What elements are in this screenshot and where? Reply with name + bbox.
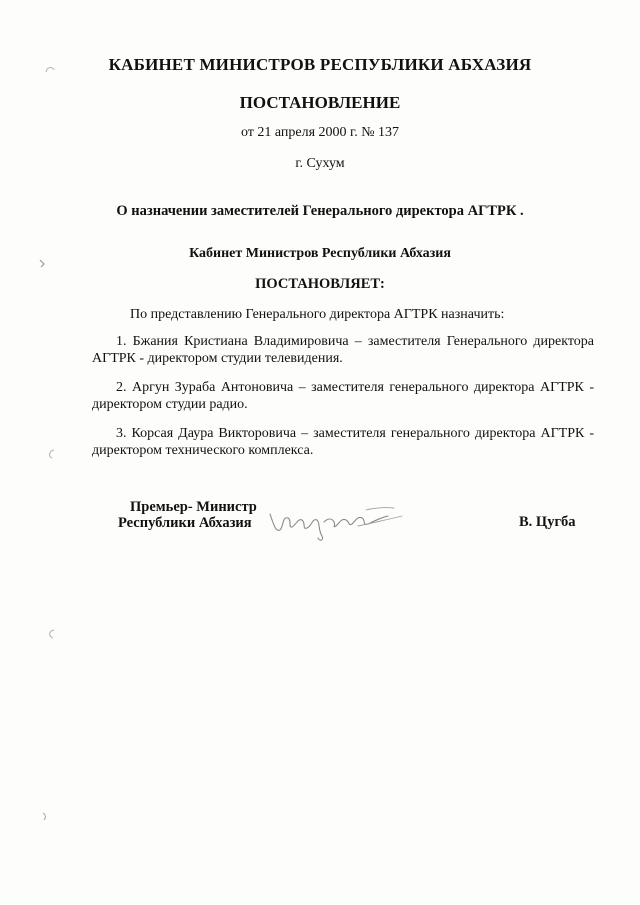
signatory-title-line-1: Премьер- Министр bbox=[130, 499, 257, 515]
appointment-item-3 bbox=[92, 425, 594, 459]
appointment-item-1 bbox=[92, 333, 594, 367]
city-line: г. Сухум bbox=[295, 156, 345, 171]
subject-heading: О назначении заместителей Генерального директора АГТРК . bbox=[116, 203, 524, 219]
handwritten-signature bbox=[262, 496, 412, 544]
date-number-line: от 21 апреля 2000 г. № 137 bbox=[240, 125, 400, 140]
intro-paragraph: По представлению Генерального директора АГТРК назначить: bbox=[130, 307, 505, 322]
margin-hole-mark bbox=[46, 628, 58, 640]
margin-hole-mark bbox=[44, 64, 56, 76]
organization-heading: КАБИНЕТ МИНИСТРОВ РЕСПУБЛИКИ АБХАЗИЯ bbox=[108, 55, 532, 74]
item-3-line-2: директором технического комплекса. bbox=[92, 443, 314, 458]
margin-hole-mark bbox=[40, 810, 52, 822]
item-3-line-1: 3. Корсая Даура Викторовича – заместителя генерального директора АГТРК - bbox=[116, 426, 594, 441]
signatory-name: В. Цугба bbox=[519, 514, 576, 530]
item-2-line-2: директором студии радио. bbox=[92, 397, 248, 412]
issuing-body-line: Кабинет Министров Республики Абхазия bbox=[189, 246, 451, 261]
margin-hole-mark bbox=[46, 448, 58, 460]
resolves-heading: ПОСТАНОВЛЯЕТ: bbox=[255, 276, 385, 292]
signatory-title-line-2: Республики Абхазия bbox=[118, 515, 252, 531]
document-type-heading: ПОСТАНОВЛЕНИЕ bbox=[239, 93, 401, 112]
margin-hole-mark bbox=[38, 258, 50, 270]
item-2-line-1: 2. Аргун Зураба Антоновича – заместителя генерального директора АГТРК - bbox=[116, 380, 594, 395]
appointment-item-2 bbox=[92, 379, 594, 413]
item-1-line-2: АГТРК - директором студии телевидения. bbox=[92, 351, 343, 366]
item-1-line-1: 1. Бжания Кристиана Владимировича – заместителя Генерального директора bbox=[116, 334, 594, 349]
